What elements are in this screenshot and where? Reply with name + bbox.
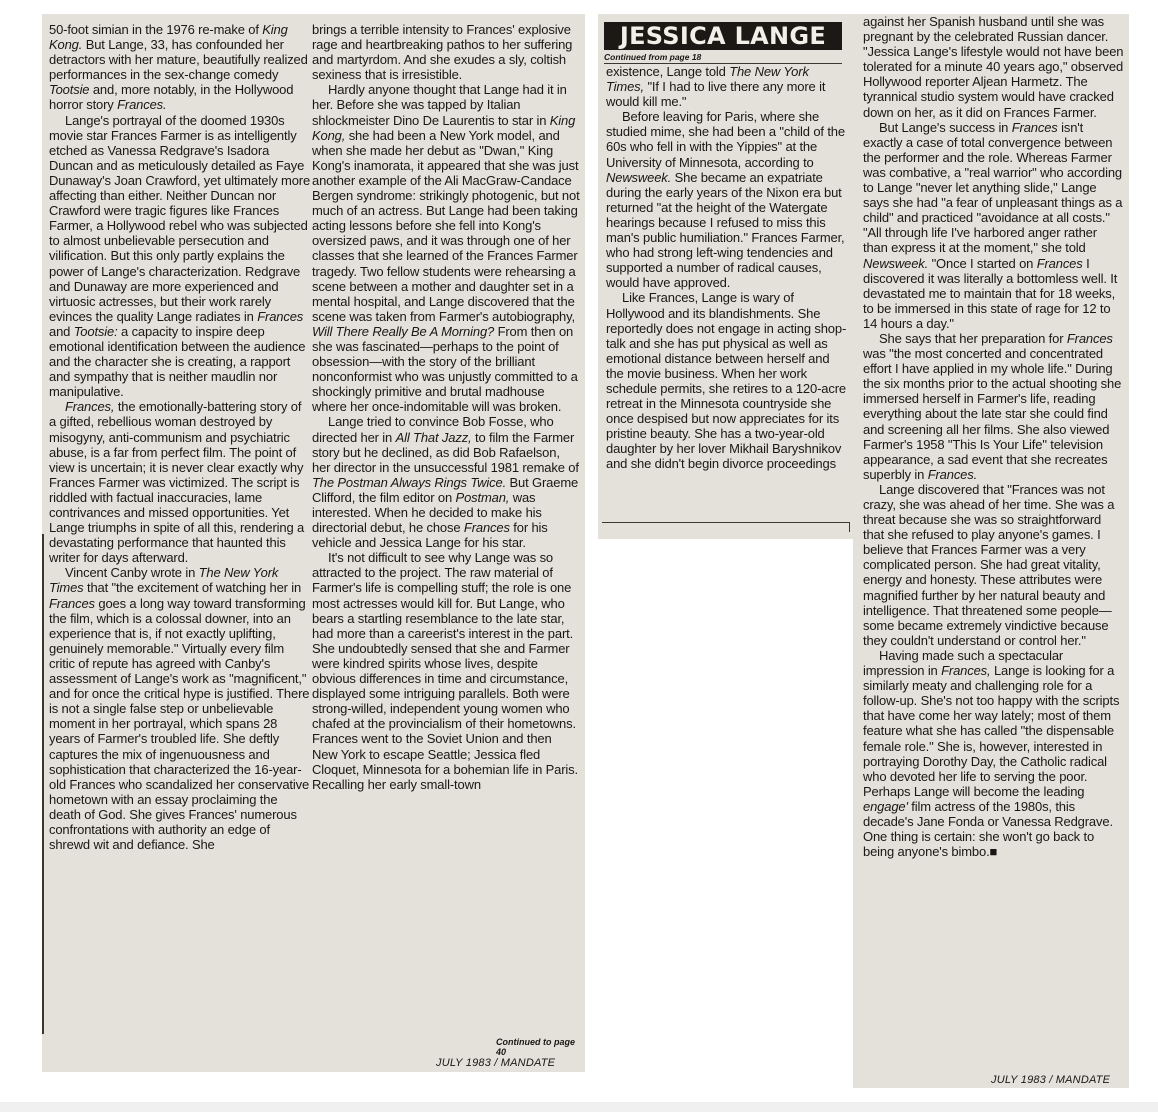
- sidebar-rule: [602, 522, 850, 523]
- article-paragraph: Having made such a spectacular impression in Frances, Lange is looking for a similarly meaty and challenging role for a follow-up. She's not too happy with the scripts that have come her way lately; most of them feature what she has called "the dispensable female role." She is, however, interested in portraying Dorothy Day, the Catholic radical who devoted her life to serving the poor. Perhaps Lange will become the leading engage' film actress of the 1980s, this decade's Jane Fonda or Vanessa Redgrave. One thing is certain: she won't go back to being anyone's bimbo.■: [863, 647, 1120, 860]
- left-magazine-page: [42, 14, 585, 1072]
- article-paragraph: Like Frances, Lange is wary of Hollywood and its blandishments. She reportedly does not engage in acting shop-talk and she has put physical as well as emotional distance between herself and the movie business. When her work schedule permits, she retires to a 120-acre retreat in the Minnesota countryside she once despised but now appreciates for its pristine beauty. She has a two-year-old daughter by her lover Mikhail Baryshnikov and she didn't begin divorce proceedings: [606, 290, 847, 472]
- right-magazine-page: [598, 14, 1129, 1088]
- article-paragraph: But Lange's success in Frances isn't exactly a case of total convergence between the performer and the role. Whereas Farmer was combative, a "real warrior" who according to Lange "never let anything slide," Lange says she had "a fear of unpleasant things as a child" and practiced "avoidance at all costs." "All through life I've harbored anger rather than express it at the moment," she told Newsweek. "Once I started on Frances I discovered it was literally a bottomless well. It devastated me to maintain that for 18 weeks, to be immersed in this state of rage for 12 to 14 hours a day.": [863, 119, 1123, 331]
- column-rule: [42, 534, 44, 1034]
- bottom-strip: [0, 1102, 1158, 1112]
- page-footer: JULY 1983 / MANDATE: [991, 1074, 1111, 1086]
- article-paragraph: Lange discovered that "Frances was not crazy, she was ahead of her time. She was a threat because she was so straightforward that she refused to play anyone's games. I believe that Frances Farmer was a very complicated person. She had great vitality, energy and honesty. These attributes were magnified further by her natural beauty and intelligence. That threatened some people—some became extremely vindictive because they couldn't understand or control her.": [863, 481, 1115, 648]
- article-paragraph: Lange's portrayal of the doomed 1930s movie star Frances Farmer is as intelligently etched as Vanessa Redgrave's Isadora Duncan and as meticulously detailed as Faye Dunaway's Joan Crawford, yet ultimately more affecting than either. Neither Duncan nor Crawford were tragic figures like Frances Farmer, a Hollywood rebel who was subjected to almost unbelievable persecution and vilification. But this only partly explains the power of Lange's characterization. Redgrave and Dunaway are more experienced and virtuosic actresses, but their work rarely evinces the quality Lange radiates in Frances and Tootsie: a capacity to inspire deep emotional identification between the audience and the character she is creating, a rapport and sympathy that is neither maudlin nor manipulative.: [49, 112, 311, 400]
- left-page-column-1: [49, 22, 311, 852]
- right-page-column-1: [606, 64, 850, 472]
- left-page-column-2: [312, 22, 580, 792]
- article-paragraph: Before leaving for Paris, where she studied mime, she had been a "child of the 60s who fell in with the Yippies" at the University of Minnesota, according to Newsweek. She became an expatriate during the early years of the Nixon era but returned "at the height of the Watergate hearings because I refused to miss this man's public humiliation." Frances Farmer, who had strong left-wing tendencies and supported a number of radical causes, would have approved.: [606, 109, 845, 291]
- article-paragraph: Vincent Canby wrote in The New York Times that "the excitement of watching her in Frances goes a long way toward transforming the film, which is a colossal downer, into an experience that is, if not exactly uplifting, genuinely memorable." Virtually every film critic of repute has agreed with Canby's assessment of Lange's work as "magnificent," and for once the critical hype is justified. There is not a single false step or unbelievable moment in her portrayal, which spans 28 years of Farmer's troubled life. She deftly captures the mix of ingenuousness and sophistication that characterized the 16-year-old Frances who scandalized her conservative hometown with an essay proclaiming the death of God. She gives Frances' numerous confrontations with authority an edge of shrewd wit and defiance. She: [49, 565, 310, 853]
- article-paragraph: Hardly anyone thought that Lange had it in her. Before she was tapped by Italian shlockmeister Dino De Laurentis to star in King Kong, she had been a New York model, and when she made her debut as "Dwan," King Kong's inamorata, it appeared that she was just another example of the Ali MacGraw-Candace Bergen syndrome: strikingly photogenic, but not much of an actress. But Lange had been taking acting lessons before she fell into Kong's oversized paws, and it was through one of her classes that she learned of the Frances Farmer tragedy. Two fellow students were rehearsing a scene between a mother and daughter set in a mental hospital, and Lange discovered that the scene was taken from Farmer's autobiography, Will There Really Be A Morning? From then on she was fascinated—perhaps to the point of obsession—with the story of the brilliant nonconformist who was unjustly committed to a shockingly primitive and brutal madhouse where her once-indomitable will was broken.: [312, 82, 580, 415]
- continued-to-label: Continued to page 40: [496, 1037, 575, 1057]
- article-paragraph: against her Spanish husband until she was pregnant by the celebrated Russian dancer. "Jessica Lange's lifestyle would not have been tolerated for a minute 40 years ago," observed Hollywood reporter Aljean Harmetz. The tyrannical studio system would have cracked down on her, as it did on Frances Farmer.: [863, 14, 1124, 120]
- sidebar-rule-tick: [849, 522, 850, 532]
- page-footer: JULY 1983 / MANDATE: [436, 1057, 556, 1069]
- blank-area: [598, 539, 853, 1088]
- right-page-column-2: [863, 14, 1125, 859]
- continued-from-label: Continued from page 18: [604, 52, 842, 64]
- article-paragraph: 50-foot simian in the 1976 re-make of King Kong. But Lange, 33, has confounded her detractors with her mature, beautifully realized performances in the sex-change comedy Tootsie and, more notably, in the Hollywood horror story Frances.: [49, 22, 308, 113]
- article-paragraph: She says that her preparation for Frances was "the most concerted and concentrated effort I have applied in my whole life." During the six months prior to the actual shooting she immersed herself in Farmer's life, reading everything about the late star she could find and screening all her films. She also viewed Farmer's 1958 "This Is Your Life" television appearance, a sad event that she recreates superbly in Frances.: [863, 330, 1122, 482]
- article-paragraph: Frances, the emotionally-battering story of a gifted, rebellious woman destroyed by misogyny, anti-communism and psychiatric abuse, is a far from perfect film. The point of view is uncertain; it is never clear exactly why Frances Farmer was victimized. The script is riddled with factual inaccuracies, lame contrivances and missed opportunities. Yet Lange triumphs in spite of all this, rendering a devastating performance that haunted this writer for days afterward.: [49, 399, 305, 566]
- article-paragraph: brings a terrible intensity to Frances' explosive rage and heartbreaking pathos to her suffering and martyrdom. And she exudes a sly, coltish sexiness that is irresistible.: [312, 22, 573, 83]
- article-paragraph: It's not difficult to see why Lange was so attracted to the project. The raw material of Farmer's life is compelling stuff; the role is one most actresses would kill for. But Lange, who bears a startling resemblance to the late star, had more than a careerist's interest in the part. She undoubtedly sensed that she and Farmer were kindred spirits whose lives, despite obvious differences in time and circumstance, displayed some intriguing parallels. Both were strong-willed, independent young women who chafed at the provincialism of their hometowns. Frances went to the Soviet Union and then New York to escape Seattle; Jessica fled Cloquet, Minnesota for a bohemian life in Paris. Recalling her early small-town: [312, 550, 578, 792]
- article-title-banner: JESSICA LANGE: [604, 22, 842, 50]
- article-paragraph: Lange tried to convince Bob Fosse, who directed her in All That Jazz, to film the Farmer story but he declined, as did Bob Rafaelson, her director in the unsuccessful 1981 remake of The Postman Always Rings Twice. But Graeme Clifford, the film editor on Postman, was interested. When he decided to make his directorial debut, he chose Frances for his vehicle and Jessica Lange for his star.: [312, 414, 579, 551]
- article-paragraph: existence, Lange told The New York Times, "If I had to live there any more it would kill me.": [606, 64, 826, 110]
